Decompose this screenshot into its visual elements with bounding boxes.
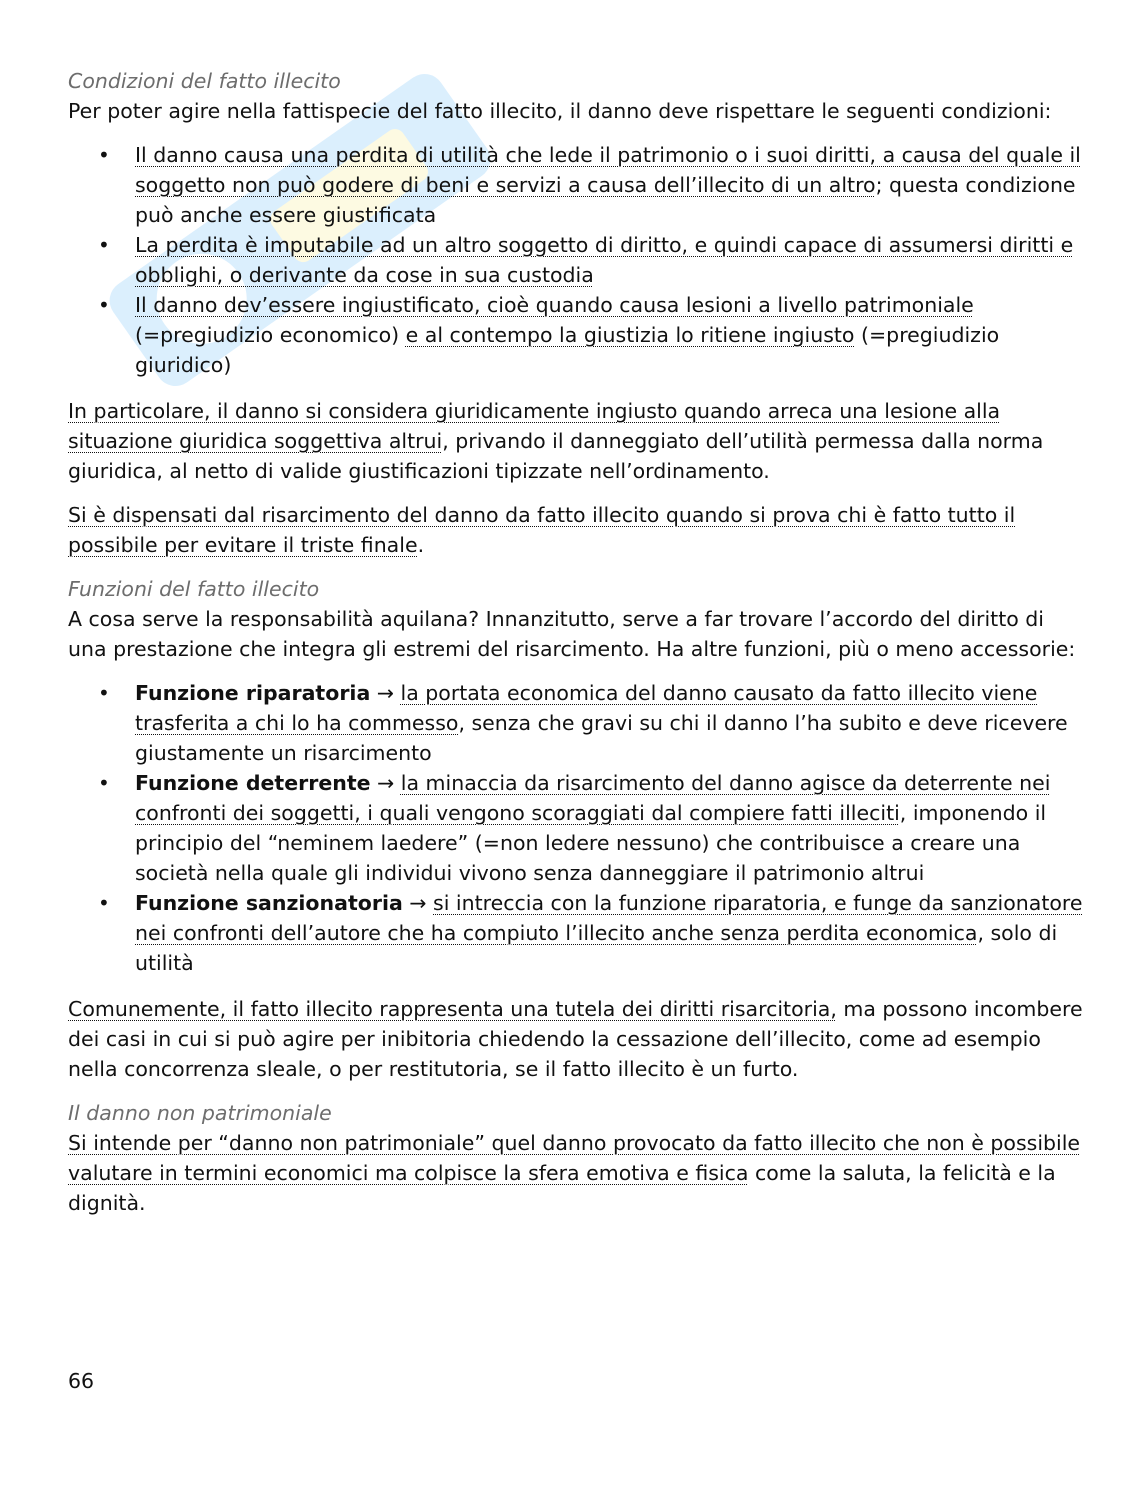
underlined-text: si intreccia con la funzione riparatoria, e funge da sanzionatore nei confronti dell’autore che ha compiuto l’illecito anche senza perdita economica <box>135 891 1083 945</box>
page-number: 66 <box>68 1369 95 1393</box>
underlined-text: e al contempo la giustizia lo ritiene ingiusto <box>405 323 855 347</box>
list-item <box>68 768 1088 888</box>
list-item <box>68 230 1088 290</box>
underlined-text: In particolare, il danno si considera giuridicamente ingiusto quando arreca una lesione alla situazione giuridica soggettiva altrui <box>68 399 1001 453</box>
content <box>68 66 1088 1218</box>
section-intro-funzioni: A cosa serve la responsabilità aquilana? Innanzitutto, serve a far trovare l’accordo del diritto di una prestazione che integra gli estremi del risarcimento. Ha altre funzioni, più o meno accessorie: <box>68 607 1076 661</box>
section-intro-condizioni: Per poter agire nella fattispecie del fatto illecito, il danno deve rispettare le seguenti condizioni: <box>68 99 1052 123</box>
functions-list <box>68 678 1088 978</box>
underlined-text: la minaccia da risarcimento del danno agisce da deterrente nei confronti dei soggetti, i quali vengono scoraggiati dal compiere fatti illeciti <box>135 771 1051 825</box>
plain-text: (=pregiudizio economico) <box>135 323 406 347</box>
paragraph <box>68 1128 1088 1218</box>
list-item <box>68 888 1088 978</box>
plain-text: (=pregiudizio giuridico) <box>135 323 1000 377</box>
list-item <box>68 140 1088 230</box>
list-item <box>68 678 1088 768</box>
bullet-icon: • <box>98 143 110 167</box>
bullet-icon: • <box>98 891 110 915</box>
plain-text: ma possono incombere dei casi in cui si può agire per inibitoria chiedendo la cessazione dell’illecito, come ad esempio nella concorrenza sleale, o per restitutoria, se il fatto illecito è un furto. <box>68 997 1083 1081</box>
arrow-icon: → <box>370 681 401 705</box>
underlined-text: Si intende per “danno non patrimoniale” quel danno provocato da fatto illecito che non è possibile valutare in termini economici ma colpisce la sfera emotiva e fisica <box>68 1131 1081 1185</box>
plain-text: , senza che gravi su chi il danno l’ha subito e deve ricevere giustamente un risarcimento <box>135 711 1068 765</box>
term-text: Funzione deterrente <box>135 771 371 795</box>
term-text: Funzione sanzionatoria <box>135 891 403 915</box>
underlined-text: Il danno dev’essere ingiustificato, cioè quando causa lesioni a livello patrimoniale <box>135 293 974 317</box>
paragraph <box>68 500 1088 560</box>
section-heading-condizioni: Condizioni del fatto illecito <box>68 69 341 93</box>
arrow-icon: → <box>370 771 401 795</box>
paragraph <box>68 396 1088 486</box>
plain-text: , solo di utilità <box>135 921 1058 975</box>
arrow-icon: → <box>402 891 434 915</box>
underlined-text: La perdita è imputabile ad un altro soggetto di diritto, e quindi capace di assumersi diritti e obblighi, o derivante da cose in sua custodia <box>135 233 1074 287</box>
plain-text: . <box>417 533 425 557</box>
plain-text: , privando il danneggiato dell’utilità permessa dalla norma giuridica, al netto di valide giustificazioni tipizzate nell’ordinamento. <box>68 429 1044 483</box>
bullet-icon: • <box>98 771 110 795</box>
bullet-icon: • <box>98 681 110 705</box>
plain-text: come la saluta, la felicità e la dignità. <box>68 1161 1056 1215</box>
underlined-text: Il danno causa una perdita di utilità che lede il patrimonio o i suoi diritti, a causa del quale il soggetto non può godere di beni e servizi a causa dell’illecito di un altro <box>135 143 1081 197</box>
bullet-icon: • <box>98 293 110 317</box>
conditions-list <box>68 140 1088 380</box>
plain-text: ; questa condizione può anche essere giustificata <box>135 173 1076 227</box>
section-heading-funzioni: Funzioni del fatto illecito <box>68 577 320 601</box>
underlined-text: la portata economica del danno causato da fatto illecito viene trasferita a chi lo ha commesso <box>135 681 1038 735</box>
bullet-icon: • <box>98 233 110 257</box>
term-text: Funzione riparatoria <box>135 681 371 705</box>
plain-text: , imponendo il principio del “neminem laedere” (=non ledere nessuno) che contribuisce a creare una società nella quale gli individui vivono senza danneggiare il patrimonio altrui <box>135 801 1047 885</box>
section-heading-danno-non-patrimoniale: Il danno non patrimoniale <box>68 1101 332 1125</box>
underlined-text: Si è dispensati dal risarcimento del danno da fatto illecito quando si prova chi è fatto tutto il possibile per evitare il triste finale <box>68 503 1016 557</box>
underlined-text: Comunemente, il fatto illecito rappresenta una tutela dei diritti risarcitoria, <box>68 997 837 1021</box>
list-item <box>68 290 1088 380</box>
paragraph <box>68 994 1088 1084</box>
